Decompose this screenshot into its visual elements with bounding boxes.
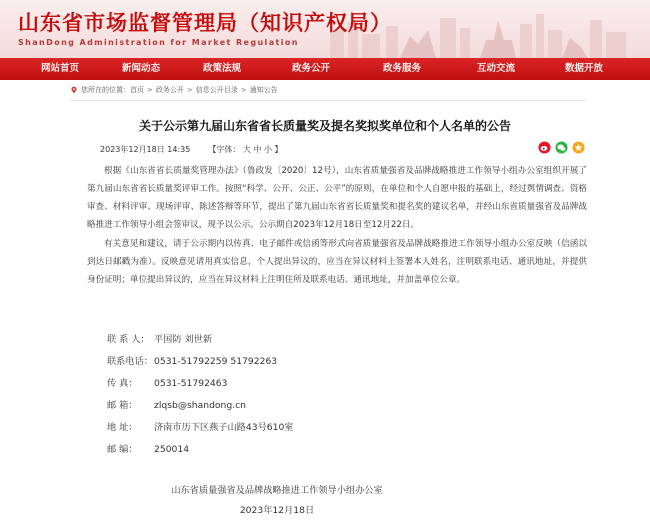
contact-label: 邮 箱： (107, 400, 138, 411)
contact-label: 传 真： (107, 378, 138, 389)
font-size-control (208, 144, 282, 155)
publish-date: 2023年12月18日 14:35 (100, 145, 191, 154)
font-size-label: 【字体： (208, 145, 241, 154)
signature-org: 山东省质量强省及品牌战略推进工作领导小组办公室 (171, 485, 383, 496)
article-meta (100, 144, 283, 155)
contact-info (107, 329, 293, 461)
contact-label: 联 系 人： (107, 334, 150, 345)
nav-item-gov-service[interactable]: 政务服务 (382, 63, 421, 74)
weibo-icon[interactable] (538, 141, 551, 154)
qq-zone-icon[interactable] (572, 141, 585, 154)
breadcrumb-separator: > (147, 86, 153, 94)
location-icon (70, 86, 78, 94)
contact-address: 济南市历下区燕子山路43号610室 (154, 422, 294, 433)
site-header (0, 0, 650, 58)
paragraph-intro: 根据《山东省省长质量奖管理办法》（鲁政发〔2020〕12号），山东省质量强省及品牌战略推进工作领导小组办公室组织开展了第九届山东省省长质量奖评审工作。按照“科学、公开、公正、公平”的原则，在单位和个人自愿申报的基础上，经过舆情调查、资格审查、材料评审、现场评审、陈述答辩等环节，提出了第九届山东省省长质量奖和提名奖的建议名单，并经山东省质量强省及品牌战略推进工作领导小组会签审议，现予以公示。公示期自2023年12月18日至12月22日。 (87, 166, 587, 230)
site-title: 山东省市场监督管理局（知识产权局） (18, 10, 392, 35)
wechat-icon[interactable] (555, 141, 568, 154)
contact-label: 邮 编： (107, 444, 138, 455)
contact-row (107, 329, 293, 351)
article-body (87, 162, 587, 289)
divider (70, 100, 586, 101)
breadcrumb-separator: > (240, 86, 247, 94)
nav-item-home[interactable]: 网站首页 (40, 63, 79, 74)
signature-date: 2023年12月18日 (239, 505, 315, 516)
font-size-close: 】 (274, 145, 283, 154)
font-medium-button[interactable]: 中 (253, 145, 262, 154)
contact-person: 平国防 刘世新 (154, 334, 213, 345)
contact-row (107, 373, 293, 395)
main-nav (0, 58, 650, 80)
breadcrumb-notices[interactable]: 通知公告 (249, 86, 278, 94)
paragraph-feedback: 有关意见和建议，请于公示期内以传真、电子邮件或信函等形式向省质量强省及品牌战略推进工作领导小组办公室反映（信函以到达日邮戳为准）。反映意见请用真实信息，个人提出异议的，应当在异议材料上签署本人姓名，注明联系电话、通讯地址，并提供身份证明；单位提出异议的，应当在异议材料上注明住所及联系电话、通讯地址，并加盖单位公章。 (87, 239, 587, 285)
site-subtitle: ShanDong Administration for Market Regulation (18, 38, 299, 47)
breadcrumb-prefix: 您所在的位置： (81, 86, 130, 94)
site-logo[interactable] (18, 7, 392, 47)
contact-postcode: 250014 (154, 444, 190, 455)
nav-item-open-data[interactable]: 数据开放 (564, 63, 603, 74)
font-small-button[interactable]: 小 (263, 145, 272, 154)
nav-item-gov-open[interactable]: 政务公开 (291, 63, 330, 74)
contact-fax: 0531-51792463 (154, 378, 228, 389)
contact-phone: 0531-51792259 51792263 (154, 356, 278, 367)
contact-row (107, 417, 293, 439)
contact-label: 联系电话： (107, 356, 153, 367)
contact-row (107, 351, 293, 373)
nav-item-news[interactable]: 新闻动态 (121, 63, 160, 74)
contact-row (107, 395, 293, 417)
contact-row (107, 439, 293, 461)
font-large-button[interactable]: 大 (242, 145, 251, 154)
nav-item-policy[interactable]: 政策法规 (202, 63, 241, 74)
breadcrumb-home[interactable]: 首页 (130, 86, 144, 94)
breadcrumb-gov-open[interactable]: 政务公开 (155, 86, 184, 94)
contact-email[interactable]: zlqsb@shandong.cn (154, 400, 246, 411)
breadcrumb-catalog[interactable]: 信息公开目录 (195, 86, 238, 94)
breadcrumb (70, 84, 278, 96)
article-title: 关于公示第九届山东省省长质量奖及提名奖拟奖单位和个人名单的公告 (138, 119, 511, 133)
share-icons (538, 141, 585, 154)
breadcrumb-separator: > (186, 86, 193, 94)
nav-item-interaction[interactable]: 互动交流 (476, 63, 515, 74)
nav-spacer (0, 58, 12, 80)
contact-label: 地 址： (107, 422, 138, 433)
